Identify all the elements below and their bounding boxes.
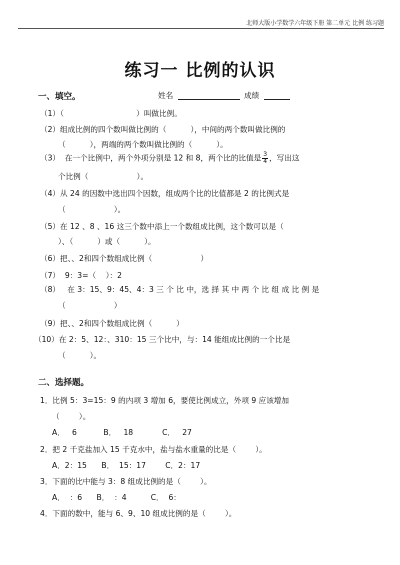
fill-q5-line1: （5）在 12 、8 、16 这三个数中添上一个数组成比例，这个数可以是（ xyxy=(40,222,284,231)
choice-q2-options: A．2：15 B． 15：17 C．2：17 xyxy=(52,461,201,470)
fill-q8-line1: （8） 在 3：15、9：45、4：3 三 个 比 中，选 择 其 中 两 个 比 组 成 比 例 是 xyxy=(40,285,320,294)
choice-q3: 3．下面的比中能与 3：8 组成比例的是（ ）。 xyxy=(40,477,212,486)
fraction-three-quarters xyxy=(262,152,268,165)
fill-q4-line1: （4）从 24 的因数中选出四个因数，组成两个比的比值都是 2 的比例式是 xyxy=(40,189,290,198)
choice-q1-options: A． 6 B． 18 C． 27 xyxy=(52,428,192,437)
fill-q3-line1 xyxy=(40,152,299,165)
header-rule xyxy=(18,28,384,29)
choice-q1-line2: （ ）。 xyxy=(52,412,91,421)
fill-q2-line2: （ ），两端的两个数叫做比例的（ ）。 xyxy=(58,140,228,149)
fraction-numerator: 3 xyxy=(263,151,268,158)
choice-q4: 4．下面的数中，能与 6、9、10 组成比例的是（ ）。 xyxy=(40,509,237,518)
fill-q3-text-end: ，写出这 xyxy=(269,153,300,163)
section-fill-heading: 一、填空。 xyxy=(38,92,81,102)
fill-q7: （7） 9：3=（ ）：2 xyxy=(40,271,122,280)
fill-q3-line2: 个比例（ ）。 xyxy=(58,172,149,181)
fill-q2-line1: （2）组成比例的四个数叫做比例的（ ），中间的两个数叫做比例的 xyxy=(40,125,286,134)
name-blank[interactable] xyxy=(178,99,240,100)
name-label: 姓名 xyxy=(158,91,174,100)
choice-q1-line1: 1．比例 5：3=15：9 的内项 3 增加 6，要使比例成立，外项 9 应该增加 xyxy=(40,396,289,405)
choice-q2: 2．把 2 千克盐加入 15 千克水中，盐与盐水重量的比是（ ）。 xyxy=(40,445,267,454)
fill-q4-line2: （ ）。 xyxy=(58,205,126,214)
fill-q8-line2: （ ） xyxy=(58,301,122,310)
fill-q9: （9）把、、2和四个数组成比例（ ） xyxy=(40,319,184,328)
page-title: 练习一 比例的认识 xyxy=(124,61,276,81)
score-label: 成绩 xyxy=(244,91,260,100)
fill-q10-line2: （ ）。 xyxy=(58,351,102,360)
score-blank[interactable] xyxy=(264,99,290,100)
fill-q3-text: （3） 在一个比例中，两个外项分别是 12 和 8，两个比的比值是 xyxy=(40,153,262,163)
fill-q5-line2: ）、（ ）或（ ）。 xyxy=(58,237,156,246)
page-header: 北师大版小学数学六年级下册 第二单元 比例 练习题 xyxy=(246,20,384,27)
choice-q3-options: A． ：6 B． ：4 C． 6： xyxy=(52,493,181,502)
fill-q6: （6）把、、2和四个数组成比例（ ） xyxy=(40,254,209,263)
section-choice-heading: 二、选择题。 xyxy=(38,378,90,388)
fraction-denominator: 4 xyxy=(263,158,268,165)
fill-q1: （1）（ ）叫做比例。 xyxy=(40,109,182,118)
fill-q10-line1: （10）在 2：5、12：、310：15 三个比中，与：14 能组成比例的一个比是 xyxy=(34,335,291,344)
